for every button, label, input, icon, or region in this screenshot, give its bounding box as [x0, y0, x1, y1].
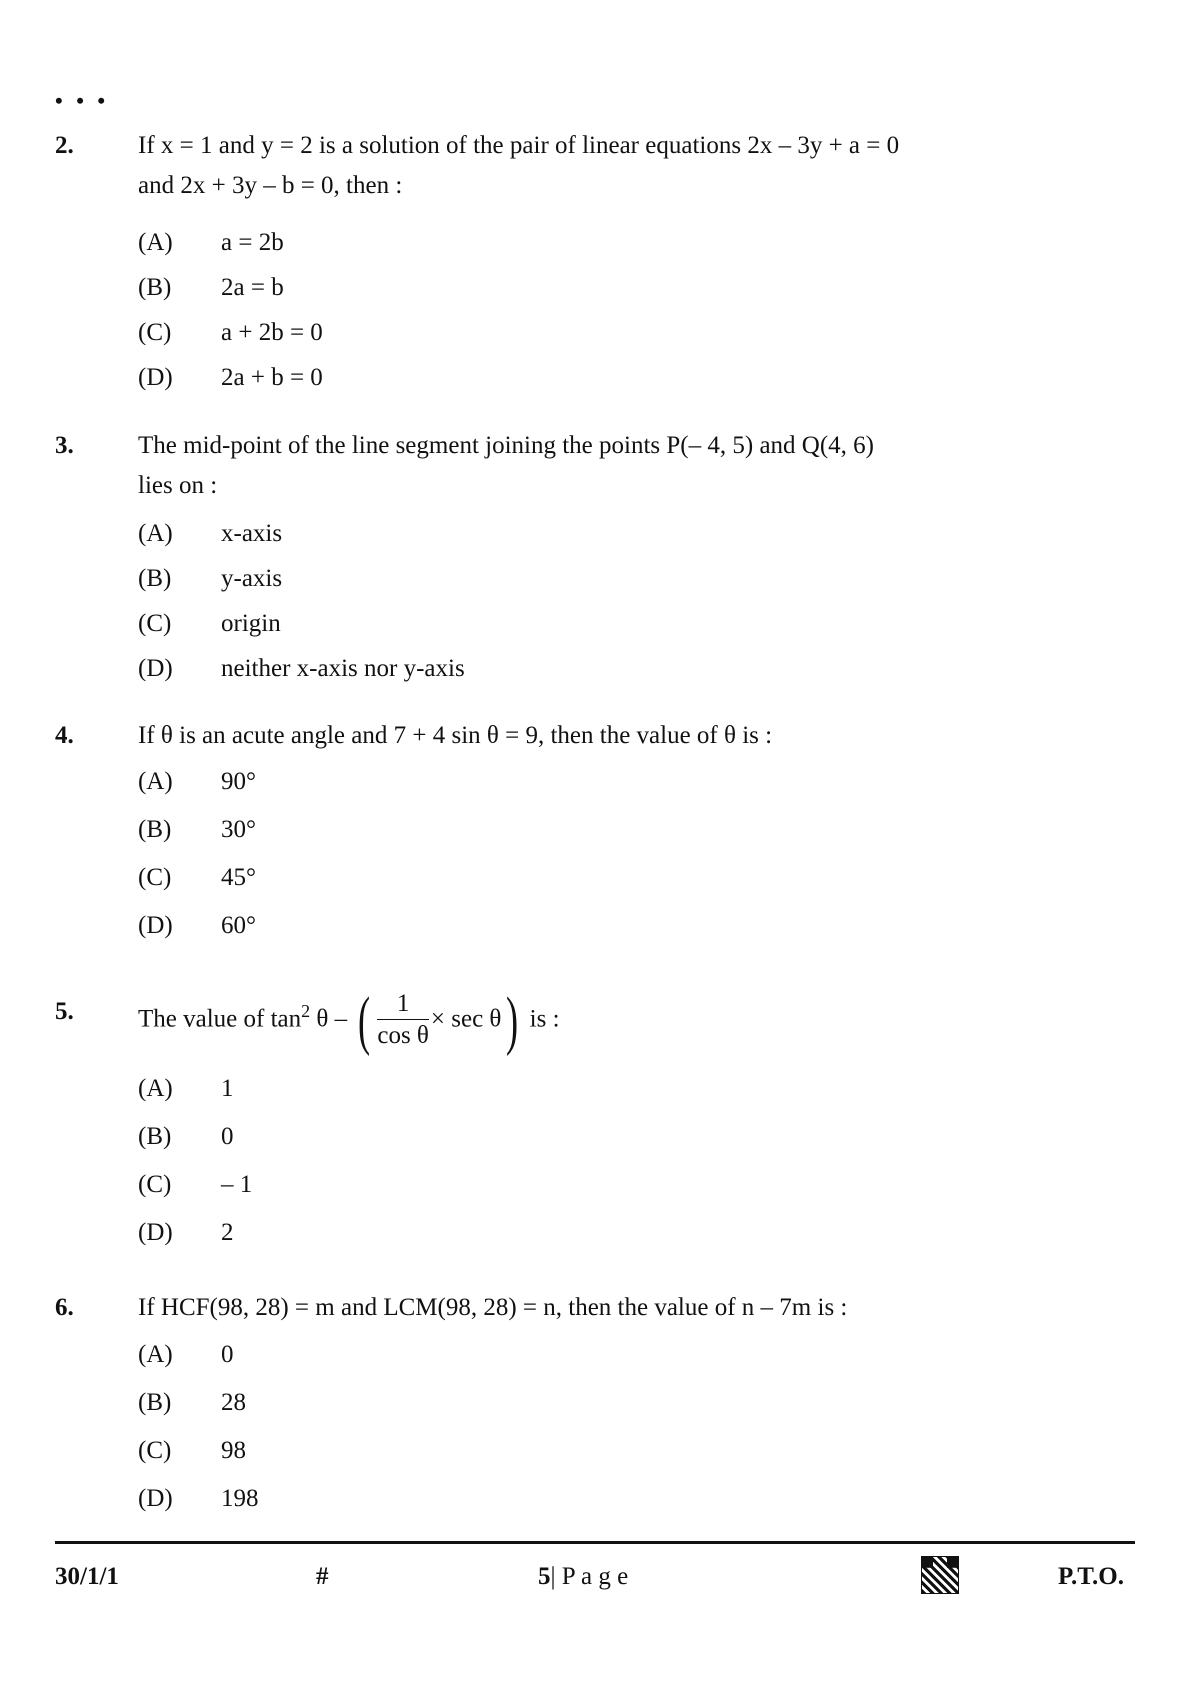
- question-text-line: If x = 1 and y = 2 is a solution of the pair of linear equations 2x – 3y + a = 0: [138, 132, 900, 159]
- option-label: (B): [138, 565, 172, 592]
- option-value: x-axis: [221, 520, 283, 547]
- option-label: (D): [138, 655, 173, 682]
- question-text-line: and 2x + 3y – b = 0, then :: [138, 172, 403, 199]
- option-b: [138, 274, 284, 306]
- option-b: [138, 816, 256, 848]
- option-value: y-axis: [221, 565, 283, 592]
- option-c: [138, 1437, 246, 1469]
- question-text: [138, 1288, 1098, 1328]
- option-value: 1: [221, 1075, 234, 1102]
- option-b: [138, 565, 282, 597]
- question-number: 3.: [55, 432, 74, 459]
- continuation-dots: • • •: [55, 88, 110, 113]
- question-number: 6.: [55, 1294, 74, 1321]
- question-text-line: lies on :: [138, 472, 218, 499]
- question-text-suffix: is :: [529, 1005, 560, 1033]
- option-label: (B): [138, 1123, 172, 1150]
- question-text: [138, 426, 1098, 506]
- option-value: 2: [221, 1219, 234, 1246]
- pto-label: P.T.O.: [1058, 1563, 1124, 1590]
- option-value: 2a + b = 0: [221, 364, 323, 391]
- option-value: a + 2b = 0: [221, 319, 323, 346]
- option-value: 198: [221, 1485, 259, 1512]
- option-a: [138, 1075, 234, 1107]
- option-d: [138, 364, 323, 396]
- option-label: (C): [138, 319, 172, 346]
- option-label: (C): [138, 610, 172, 637]
- option-label: (B): [138, 1389, 172, 1416]
- option-b: [138, 1123, 234, 1155]
- fraction-denominator: cos θ: [377, 1022, 429, 1050]
- option-c: [138, 319, 323, 351]
- option-a: [138, 229, 284, 261]
- option-label: (C): [138, 1437, 172, 1464]
- option-value: 28: [221, 1389, 246, 1416]
- option-label: (D): [138, 1485, 173, 1512]
- option-label: (A): [138, 1341, 173, 1368]
- question-text-line: If θ is an acute angle and 7 + 4 sin θ = 9, then the value of θ is :: [138, 722, 773, 749]
- option-label: (C): [138, 864, 172, 891]
- exponent: 2: [301, 1001, 311, 1021]
- option-c: [138, 1171, 252, 1203]
- question-number: 5.: [55, 998, 74, 1025]
- left-paren: (: [358, 983, 371, 1057]
- option-value: a = 2b: [221, 229, 284, 256]
- option-label: (D): [138, 1219, 173, 1246]
- option-value: 98: [221, 1437, 246, 1464]
- option-d: [138, 1219, 234, 1251]
- option-label: (D): [138, 364, 173, 391]
- question-text-line: If HCF(98, 28) = m and LCM(98, 28) = n, then the value of n – 7m is :: [138, 1294, 848, 1321]
- paper-code: 30/1/1: [55, 1563, 119, 1590]
- question-number: 2.: [55, 132, 74, 159]
- option-value: 2a = b: [221, 274, 284, 301]
- option-value: origin: [221, 610, 281, 637]
- option-value: 45°: [221, 864, 256, 891]
- question-text-theta: θ –: [310, 1005, 348, 1033]
- question-text: [138, 976, 1098, 1056]
- hash-mark: #: [316, 1563, 329, 1590]
- question-text: [138, 126, 1098, 206]
- option-value: 30°: [221, 816, 256, 843]
- question-text: [138, 716, 1098, 756]
- option-value: 0: [221, 1123, 234, 1150]
- multiply-sec: × sec θ: [430, 1005, 502, 1033]
- option-a: [138, 520, 282, 552]
- option-a: [138, 1341, 234, 1373]
- question-text-line: The mid-point of the line segment joining the points P(– 4, 5) and Q(4, 6): [138, 432, 874, 459]
- right-paren: ): [506, 983, 519, 1057]
- question-text-prefix: The value of tan: [138, 1005, 302, 1033]
- option-label: (A): [138, 768, 173, 795]
- option-label: (D): [138, 912, 173, 939]
- option-label: (B): [138, 274, 172, 301]
- option-b: [138, 1389, 246, 1421]
- option-label: (B): [138, 816, 172, 843]
- option-value: – 1: [221, 1171, 253, 1198]
- page-label: | P a g e: [550, 1563, 629, 1590]
- option-value: 60°: [221, 912, 256, 939]
- option-value: 0: [221, 1341, 234, 1368]
- option-value: neither x-axis nor y-axis: [221, 655, 465, 682]
- option-d: [138, 912, 256, 944]
- fraction-numerator: 1: [377, 989, 429, 1020]
- page-number: 5: [538, 1563, 551, 1590]
- qr-code-icon: [921, 1556, 959, 1594]
- option-label: (A): [138, 520, 173, 547]
- option-c: [138, 864, 256, 896]
- footer-divider: [55, 1541, 1135, 1544]
- option-a: [138, 768, 256, 800]
- page-indicator: [538, 1563, 628, 1591]
- option-c: [138, 610, 281, 642]
- option-label: (C): [138, 1171, 172, 1198]
- option-d: [138, 655, 465, 687]
- option-label: (A): [138, 229, 173, 256]
- option-label: (A): [138, 1075, 173, 1102]
- question-number: 4.: [55, 722, 74, 749]
- option-value: 90°: [221, 768, 256, 795]
- fraction: [377, 989, 429, 1052]
- option-d: [138, 1485, 259, 1517]
